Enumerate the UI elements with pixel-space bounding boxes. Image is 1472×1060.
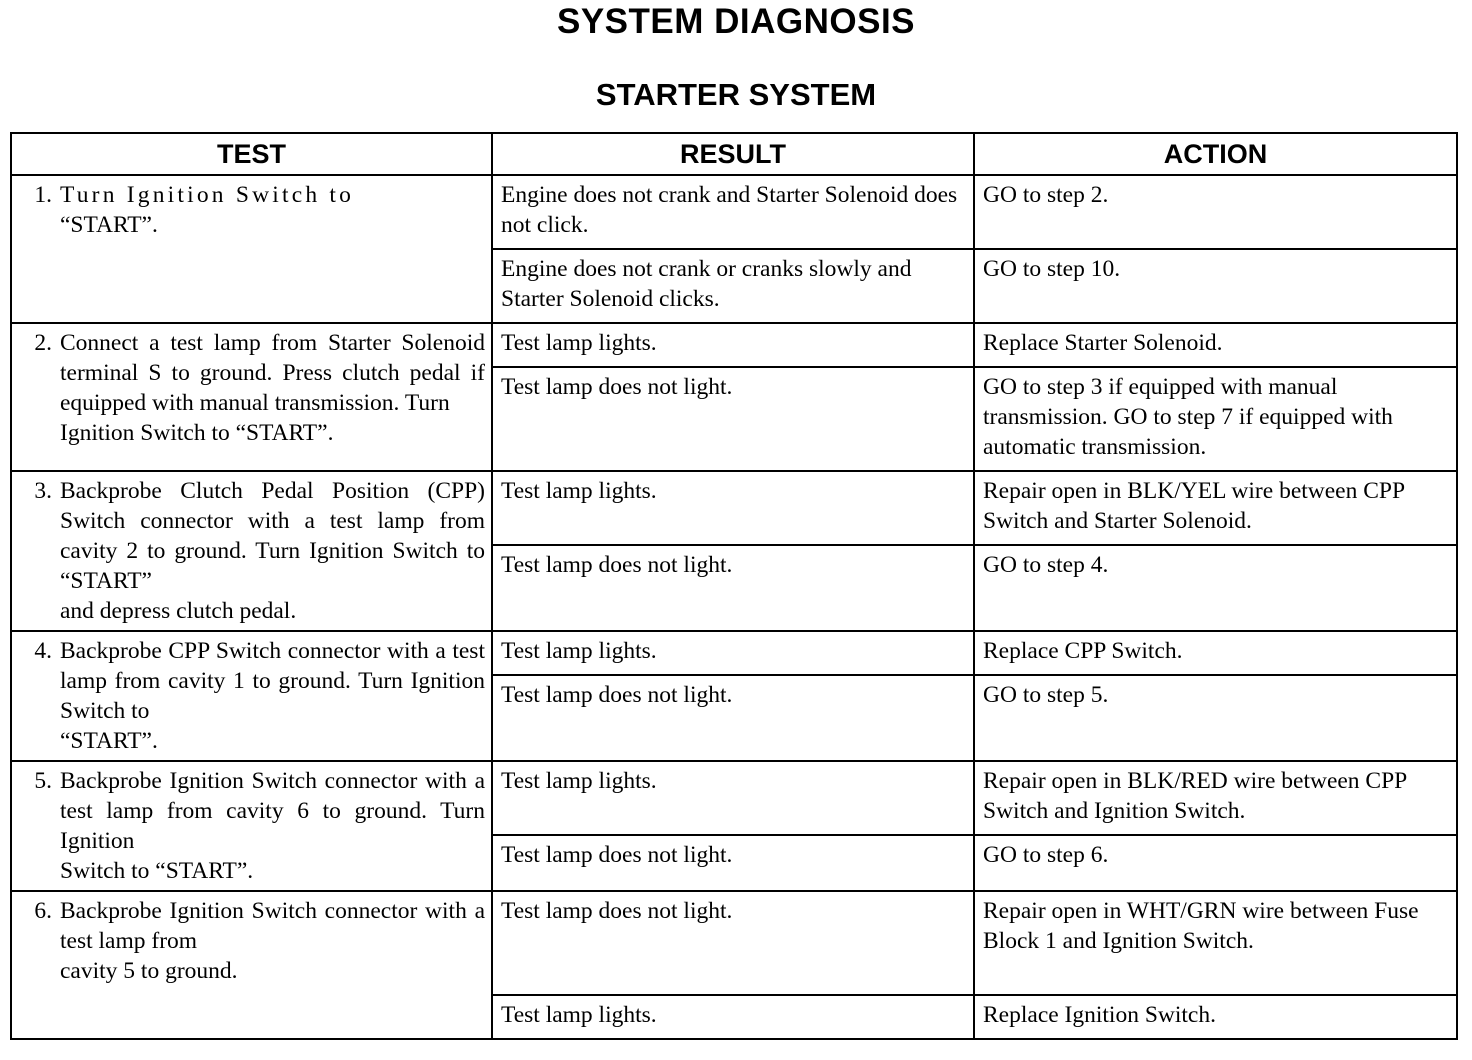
test-text: Backprobe Ignition Switch connector with a test lamp from [60, 898, 485, 954]
column-header-action: ACTION [974, 133, 1457, 175]
action-cell: Replace Ignition Switch. [974, 995, 1457, 1039]
step-number: 2. [34, 330, 52, 356]
test-text: Turn Ignition Switch to [60, 182, 355, 208]
test-text-tail: “START”. [60, 728, 158, 754]
result-cell: Test lamp does not light. [492, 545, 974, 631]
table-header-row [11, 133, 1457, 175]
result-cell: Test lamp does not light. [492, 835, 974, 891]
test-cell [11, 323, 492, 471]
action-cell: Replace Starter Solenoid. [974, 323, 1457, 367]
step-number: 6. [34, 898, 52, 924]
test-cell [11, 175, 492, 323]
result-cell: Test lamp lights. [492, 471, 974, 545]
table-row [11, 761, 1457, 835]
result-cell: Test lamp lights. [492, 995, 974, 1039]
diagnosis-table [10, 132, 1458, 1040]
column-header-test: TEST [11, 133, 492, 175]
result-cell: Test lamp lights. [492, 631, 974, 675]
test-cell [11, 471, 492, 631]
result-cell: Engine does not crank and Starter Solenoid does not click. [492, 175, 974, 249]
section-title: STARTER SYSTEM [595, 77, 877, 112]
table-row [11, 471, 1457, 545]
action-cell: Repair open in BLK/YEL wire between CPP Switch and Starter Solenoid. [974, 471, 1457, 545]
table-row [11, 631, 1457, 675]
test-text-tail: Ignition Switch to “START”. [60, 420, 334, 446]
step-number: 1. [34, 182, 52, 208]
action-cell: GO to step 10. [974, 249, 1457, 323]
action-cell: Repair open in BLK/RED wire between CPP Switch and Ignition Switch. [974, 761, 1457, 835]
action-cell: GO to step 3 if equipped with manual transmission. GO to step 7 if equipped with automatic transmission. [974, 367, 1457, 471]
result-cell: Test lamp does not light. [492, 891, 974, 995]
test-text-tail: “START”. [60, 212, 158, 238]
column-header-result: RESULT [492, 133, 974, 175]
action-cell: GO to step 2. [974, 175, 1457, 249]
step-number: 5. [34, 768, 52, 794]
test-text-tail: Switch to “START”. [60, 858, 254, 884]
action-cell: Replace CPP Switch. [974, 631, 1457, 675]
test-cell [11, 761, 492, 891]
result-cell: Test lamp does not light. [492, 675, 974, 761]
test-text-tail: and depress clutch pedal. [60, 598, 297, 624]
test-cell [11, 631, 492, 761]
test-text: Backprobe Clutch Pedal Position (CPP) Switch connector with a test lamp from cavity 2 to ground. Turn Ignition Switch to “START” [60, 478, 485, 594]
table-row [11, 891, 1457, 995]
page-title: SYSTEM DIAGNOSIS [556, 2, 916, 41]
action-cell: GO to step 4. [974, 545, 1457, 631]
table-row [11, 323, 1457, 367]
test-text: Backprobe CPP Switch connector with a test lamp from cavity 1 to ground. Turn Ignition Switch to [60, 638, 485, 724]
result-cell: Test lamp does not light. [492, 367, 974, 471]
result-cell: Engine does not crank or cranks slowly and Starter Solenoid clicks. [492, 249, 974, 323]
action-cell: GO to step 6. [974, 835, 1457, 891]
test-cell [11, 891, 492, 1039]
action-cell: Repair open in WHT/GRN wire between Fuse Block 1 and Ignition Switch. [974, 891, 1457, 995]
result-cell: Test lamp lights. [492, 323, 974, 367]
test-text-tail: cavity 5 to ground. [60, 958, 238, 984]
test-text: Backprobe Ignition Switch connector with a test lamp from cavity 6 to ground. Turn Ignition [60, 768, 485, 854]
step-number: 3. [34, 478, 52, 504]
result-cell: Test lamp lights. [492, 761, 974, 835]
action-cell: GO to step 5. [974, 675, 1457, 761]
step-number: 4. [34, 638, 52, 664]
test-text: Connect a test lamp from Starter Solenoid terminal S to ground. Press clutch pedal if equipped with manual transmission. Turn [60, 330, 485, 416]
table-row [11, 175, 1457, 249]
